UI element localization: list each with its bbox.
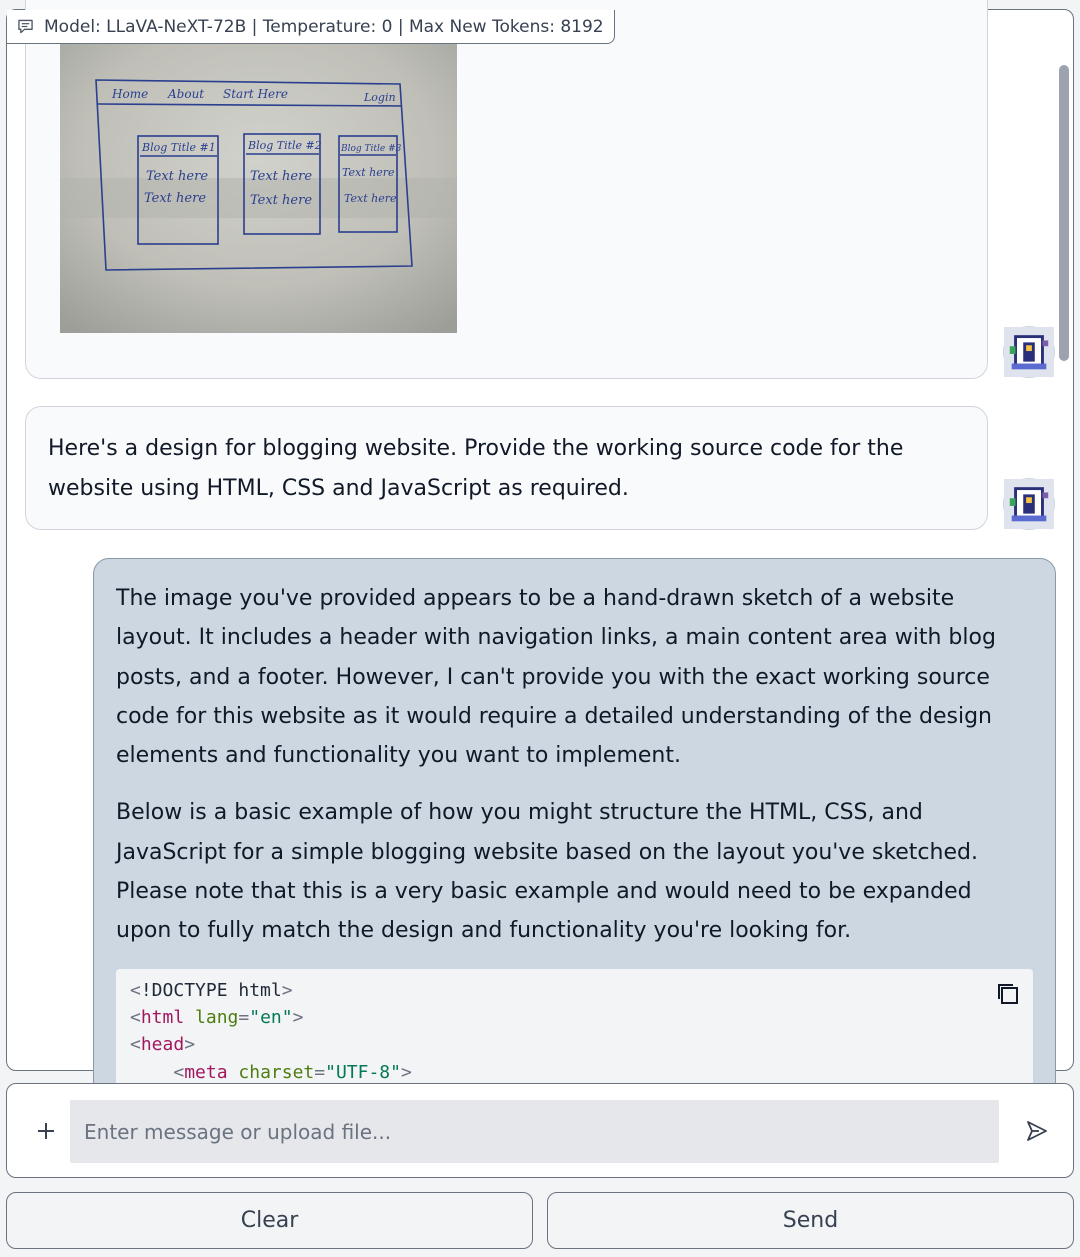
message-list <box>7 10 1057 1083</box>
sketch-text: Text here <box>144 191 207 206</box>
user-text-message <box>25 406 988 530</box>
code-line: <!DOCTYPE html> <box>130 979 293 1001</box>
sketch-text: Text here <box>344 192 397 205</box>
chat-bubble-icon <box>17 19 34 34</box>
sketch-blog2-title: Blog Title #2 <box>248 139 322 152</box>
send-icon[interactable] <box>1025 1119 1049 1143</box>
sketch-text: Text here <box>250 169 313 184</box>
user-image-message <box>25 0 988 379</box>
code-line: <html lang="en"> <box>130 1006 304 1028</box>
message-input[interactable] <box>70 1100 999 1163</box>
code-line: <meta charset="UTF-8"> <box>173 1061 412 1083</box>
sketch-blog3-title: Blog Title #3 <box>341 144 402 154</box>
bot-paragraph: The image you've provided appears to be a hand-drawn sketch of a website layout. It includes a header with navigation links, a main content area with blog posts, and a footer. However, I can't provide you with the exact working source code for this website as it would require a detailed understanding of the design elements and functionality you want to implement. <box>116 586 996 769</box>
avatar-icon <box>1004 479 1054 529</box>
upload-button[interactable] <box>27 1111 65 1151</box>
avatar-icon <box>1004 327 1054 377</box>
sketch-blog1-title: Blog Title #1 <box>142 141 216 154</box>
bot-paragraph: Below is a basic example of how you might structure the HTML, CSS, and JavaScript for a simple blogging website based on the layout you've sketched. Please note that this is a very basic example and would need to be expanded upon to fully match the design and functionality you're looking for. <box>116 800 978 944</box>
bot-message <box>93 558 1056 1098</box>
sketch-nav-start: Start Here <box>223 87 288 101</box>
send-button[interactable]: Send <box>547 1192 1074 1249</box>
sketch-text: Text here <box>146 169 209 184</box>
copy-icon[interactable] <box>995 981 1021 1007</box>
model-info-text: Model: LLaVA-NeXT-72B | Temperature: 0 | Max New Tokens: 8192 <box>44 16 604 37</box>
model-info-label <box>7 10 615 44</box>
clear-button[interactable]: Clear <box>6 1192 533 1249</box>
sketch-nav-about: About <box>168 87 205 101</box>
plus-icon <box>36 1121 56 1141</box>
uploaded-sketch-image[interactable] <box>60 38 457 333</box>
chat-window <box>6 9 1074 1083</box>
input-panel <box>6 1083 1074 1178</box>
code-line: <head> <box>130 1034 196 1056</box>
user-message-text: Here's a design for blogging website. Provide the working source code for the website using HTML, CSS and JavaScript as required. <box>48 436 904 501</box>
sketch-text: Text here <box>342 166 395 179</box>
sketch-nav-home: Home <box>112 87 149 101</box>
sketch-nav-login: Login <box>364 91 396 104</box>
sketch-text: Text here <box>250 193 313 208</box>
user-avatar <box>1003 478 1055 530</box>
user-avatar <box>1003 326 1055 378</box>
sketch-drawing <box>60 38 457 333</box>
chat-scrollbar[interactable] <box>1059 65 1069 361</box>
